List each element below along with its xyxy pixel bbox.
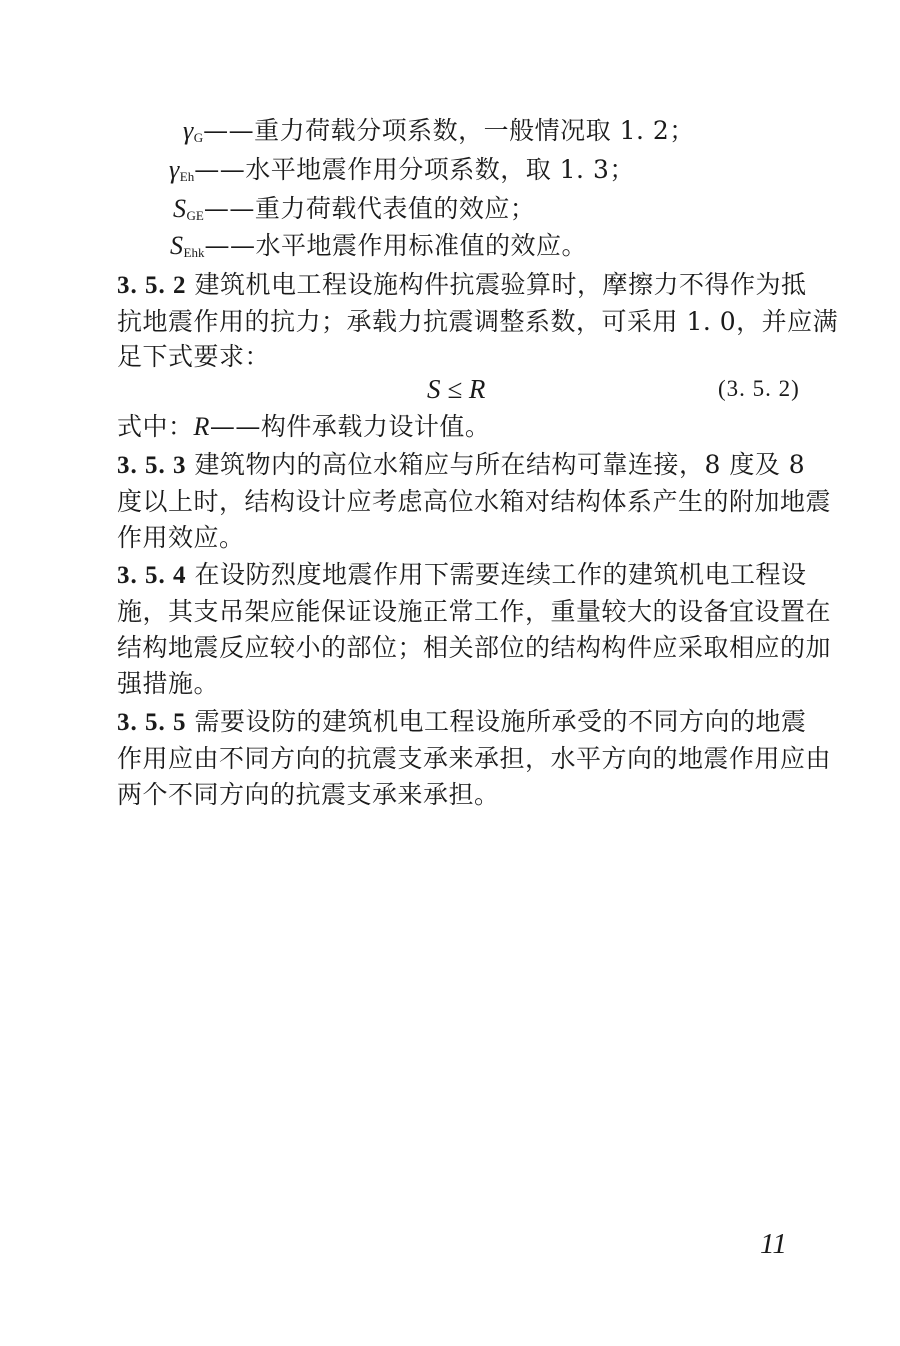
definition-gamma-eh	[169, 153, 635, 194]
formula-expression: S ≤ R	[427, 374, 486, 404]
clause-354-line-3: 结构地震反应较小的部位；相关部位的结构构件应采取相应的加	[117, 633, 832, 662]
clause-354-line-4: 强措施。	[117, 669, 220, 698]
clause-number: 3. 5. 2	[117, 272, 187, 299]
clause-number: 3. 5. 4	[117, 562, 187, 589]
clause-353-line-3: 作用效应。	[117, 523, 245, 552]
page-number: 11	[760, 1228, 787, 1260]
clause-352-line-1	[117, 268, 807, 303]
clause-352-line-3: 足下式要求：	[117, 342, 271, 371]
clause-352-line-2: 抗地震作用的抗力；承载力抗震调整系数，可采用 1. 0，并应满	[117, 307, 839, 336]
clause-number: 3. 5. 5	[117, 709, 187, 736]
clause-355-line-3: 两个不同方向的抗震支承来承担。	[117, 780, 500, 809]
clause-353-line-2: 度以上时，结构设计应考虑高位水箱对结构体系产生的附加地震	[117, 487, 832, 516]
symbol: $\gamma_{Eh}$	[169, 155, 195, 184]
clause-text: 需要设防的建筑机电工程设施所承受的不同方向的地震	[194, 707, 807, 736]
where-prefix: 式中：	[117, 412, 194, 441]
symbol: $\gamma_G$	[183, 116, 204, 145]
definition-text: ——重力荷载分项系数，一般情况取 1. 2；	[203, 116, 695, 145]
formula-number: (3. 5. 2)	[718, 376, 800, 401]
definition-text: ——重力荷载代表值的效应；	[203, 194, 536, 223]
definition-s-ehk	[170, 229, 587, 270]
definition-text: ——水平地震作用分项系数，取 1. 3；	[194, 155, 635, 184]
where-text: ——构件承载力设计值。	[209, 412, 491, 441]
clause-text: 在设防烈度地震作用下需要连续工作的建筑机电工程设	[194, 560, 807, 589]
symbol: R	[193, 412, 210, 441]
clause-353-line-1	[117, 448, 805, 483]
clause-number: 3. 5. 3	[117, 452, 187, 479]
clause-text: 建筑机电工程设施构件抗震验算时，摩擦力不得作为抵	[194, 270, 807, 299]
definition-text: ——水平地震作用标准值的效应。	[204, 231, 587, 260]
symbol: $S_{Ehk}$	[170, 231, 205, 260]
definition-s-ge	[173, 192, 535, 233]
clause-355-line-2: 作用应由不同方向的抗震支承来承担，水平方向的地震作用应由	[117, 744, 832, 773]
clause-355-line-1	[117, 705, 807, 740]
clause-354-line-1	[117, 558, 807, 593]
symbol: $S_{GE}$	[173, 194, 204, 223]
definition-gamma-g	[183, 114, 695, 155]
clause-text: 建筑物内的高位水箱应与所在结构可靠连接，8 度及 8	[194, 450, 806, 479]
clause-354-line-2: 施，其支吊架应能保证设施正常工作，重量较大的设备宜设置在	[117, 597, 832, 626]
formula-where	[117, 410, 490, 444]
